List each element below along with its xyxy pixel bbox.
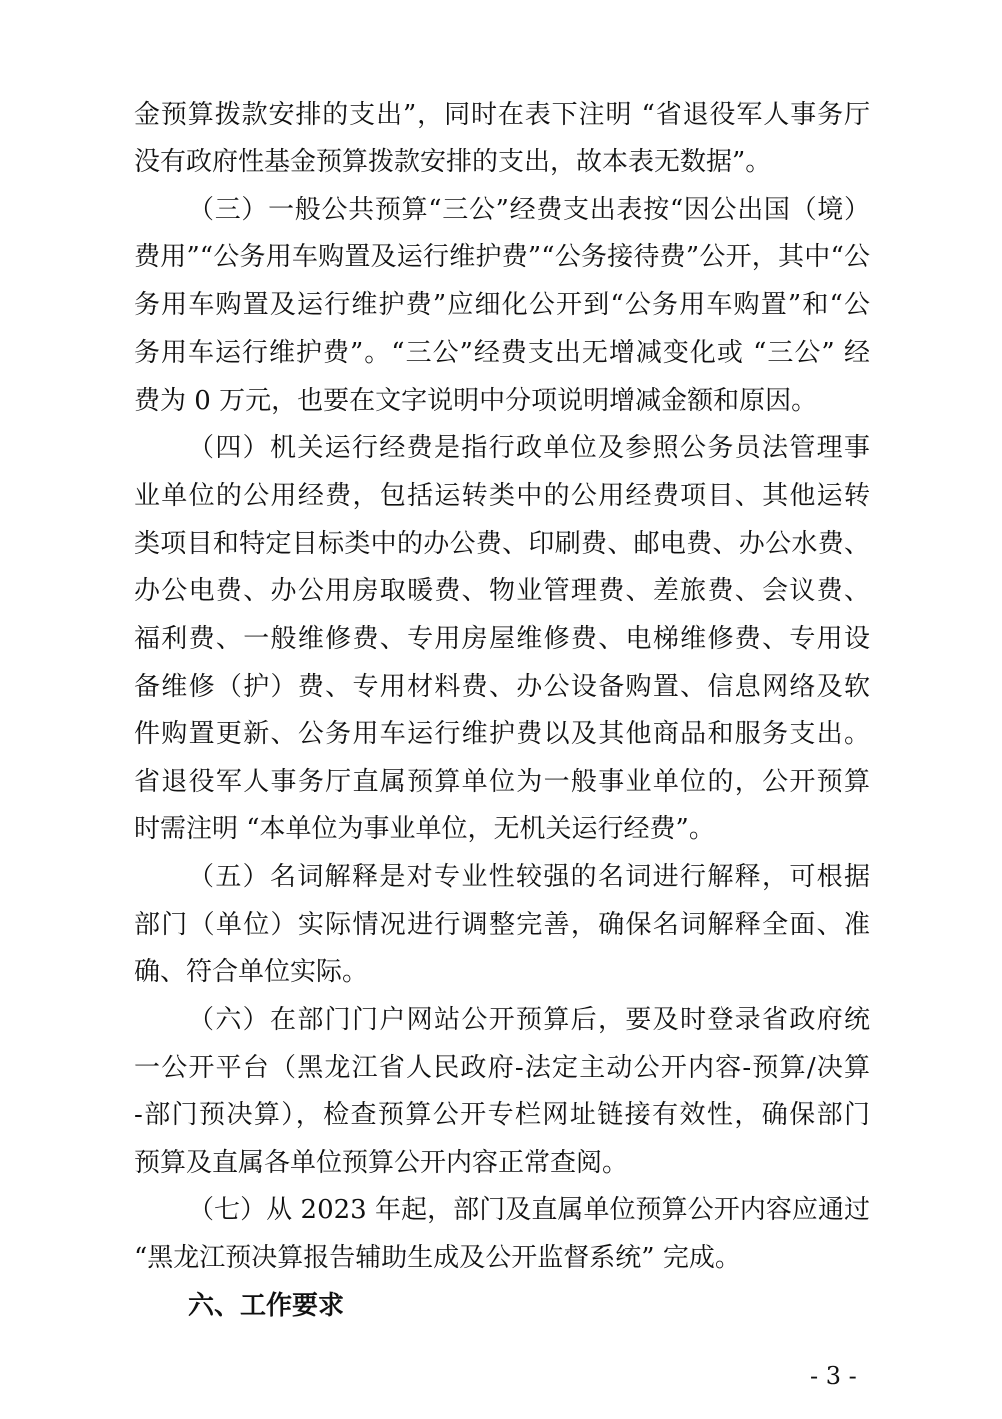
text-line-17: （五）名词解释是对专业性较强的名词进行解释，可根据 bbox=[188, 862, 870, 892]
text-line-8: （四）机关运行经费是指行政单位及参照公务员法管理事 bbox=[188, 433, 870, 463]
text-line-12: 福利费、一般维修费、专用房屋维修费、电梯维修费、专用设 bbox=[134, 624, 870, 654]
text-line-20: （六）在部门门户网站公开预算后，要及时登录省政府统 bbox=[188, 1005, 870, 1035]
text-line-11: 办公电费、办公用房取暖费、物业管理费、差旅费、会议费、 bbox=[134, 576, 870, 606]
text-line-5: 务用车购置及运行维护费”应细化公开到“公务用车购置”和“公 bbox=[134, 290, 870, 320]
text-line-13: 备维修（护）费、专用材料费、办公设备购置、信息网络及软 bbox=[134, 672, 870, 702]
text-line-6: 务用车运行维护费”。“三公”经费支出无增减变化或 “三公” 经 bbox=[134, 338, 870, 368]
text-line-24: （七）从 2023 年起，部门及直属单位预算公开内容应通过 bbox=[188, 1195, 870, 1225]
text-line-16: 时需注明 “本单位为事业单位，无机关运行经费”。 bbox=[134, 814, 715, 844]
text-line-2: 没有政府性基金预算拨款安排的支出，故本表无数据”。 bbox=[134, 147, 772, 177]
text-line-18: 部门（单位）实际情况进行调整完善，确保名词解释全面、准 bbox=[134, 910, 870, 940]
section-heading: 六、工作要求 bbox=[188, 1291, 345, 1321]
text-line-22: -部门预决算），检查预算公开专栏网址链接有效性，确保部门 bbox=[134, 1100, 870, 1130]
text-line-14: 件购置更新、公务用车运行维护费以及其他商品和服务支出。 bbox=[134, 719, 870, 749]
text-line-15: 省退役军人事务厅直属预算单位为一般事业单位的，公开预算 bbox=[134, 767, 870, 797]
text-line-21: 一公开平台（黑龙江省人民政府-法定主动公开内容-预算/决算 bbox=[134, 1053, 870, 1083]
text-line-4: 费用”“公务用车购置及运行维护费”“公务接待费”公开，其中“公 bbox=[134, 242, 870, 272]
text-line-19: 确、符合单位实际。 bbox=[134, 957, 369, 987]
text-line-3: （三）一般公共预算“三公”经费支出表按“因公出国（境） bbox=[188, 195, 870, 225]
text-line-9: 业单位的公用经费，包括运转类中的公用经费项目、其他运转 bbox=[134, 481, 870, 511]
text-line-1: 金预算拨款安排的支出”，同时在表下注明 “省退役军人事务厅 bbox=[134, 100, 870, 130]
text-line-7: 费为 0 万元，也要在文字说明中分项说明增减金额和原因。 bbox=[134, 386, 818, 416]
text-line-10: 类项目和特定目标类中的办公费、印刷费、邮电费、办公水费、 bbox=[134, 529, 870, 559]
page-number: - 3 - bbox=[810, 1362, 857, 1390]
text-line-25: “黑龙江预决算报告辅助生成及公开监督系统” 完成。 bbox=[134, 1243, 741, 1273]
text-line-23: 预算及直属各单位预算公开内容正常查阅。 bbox=[134, 1148, 629, 1178]
